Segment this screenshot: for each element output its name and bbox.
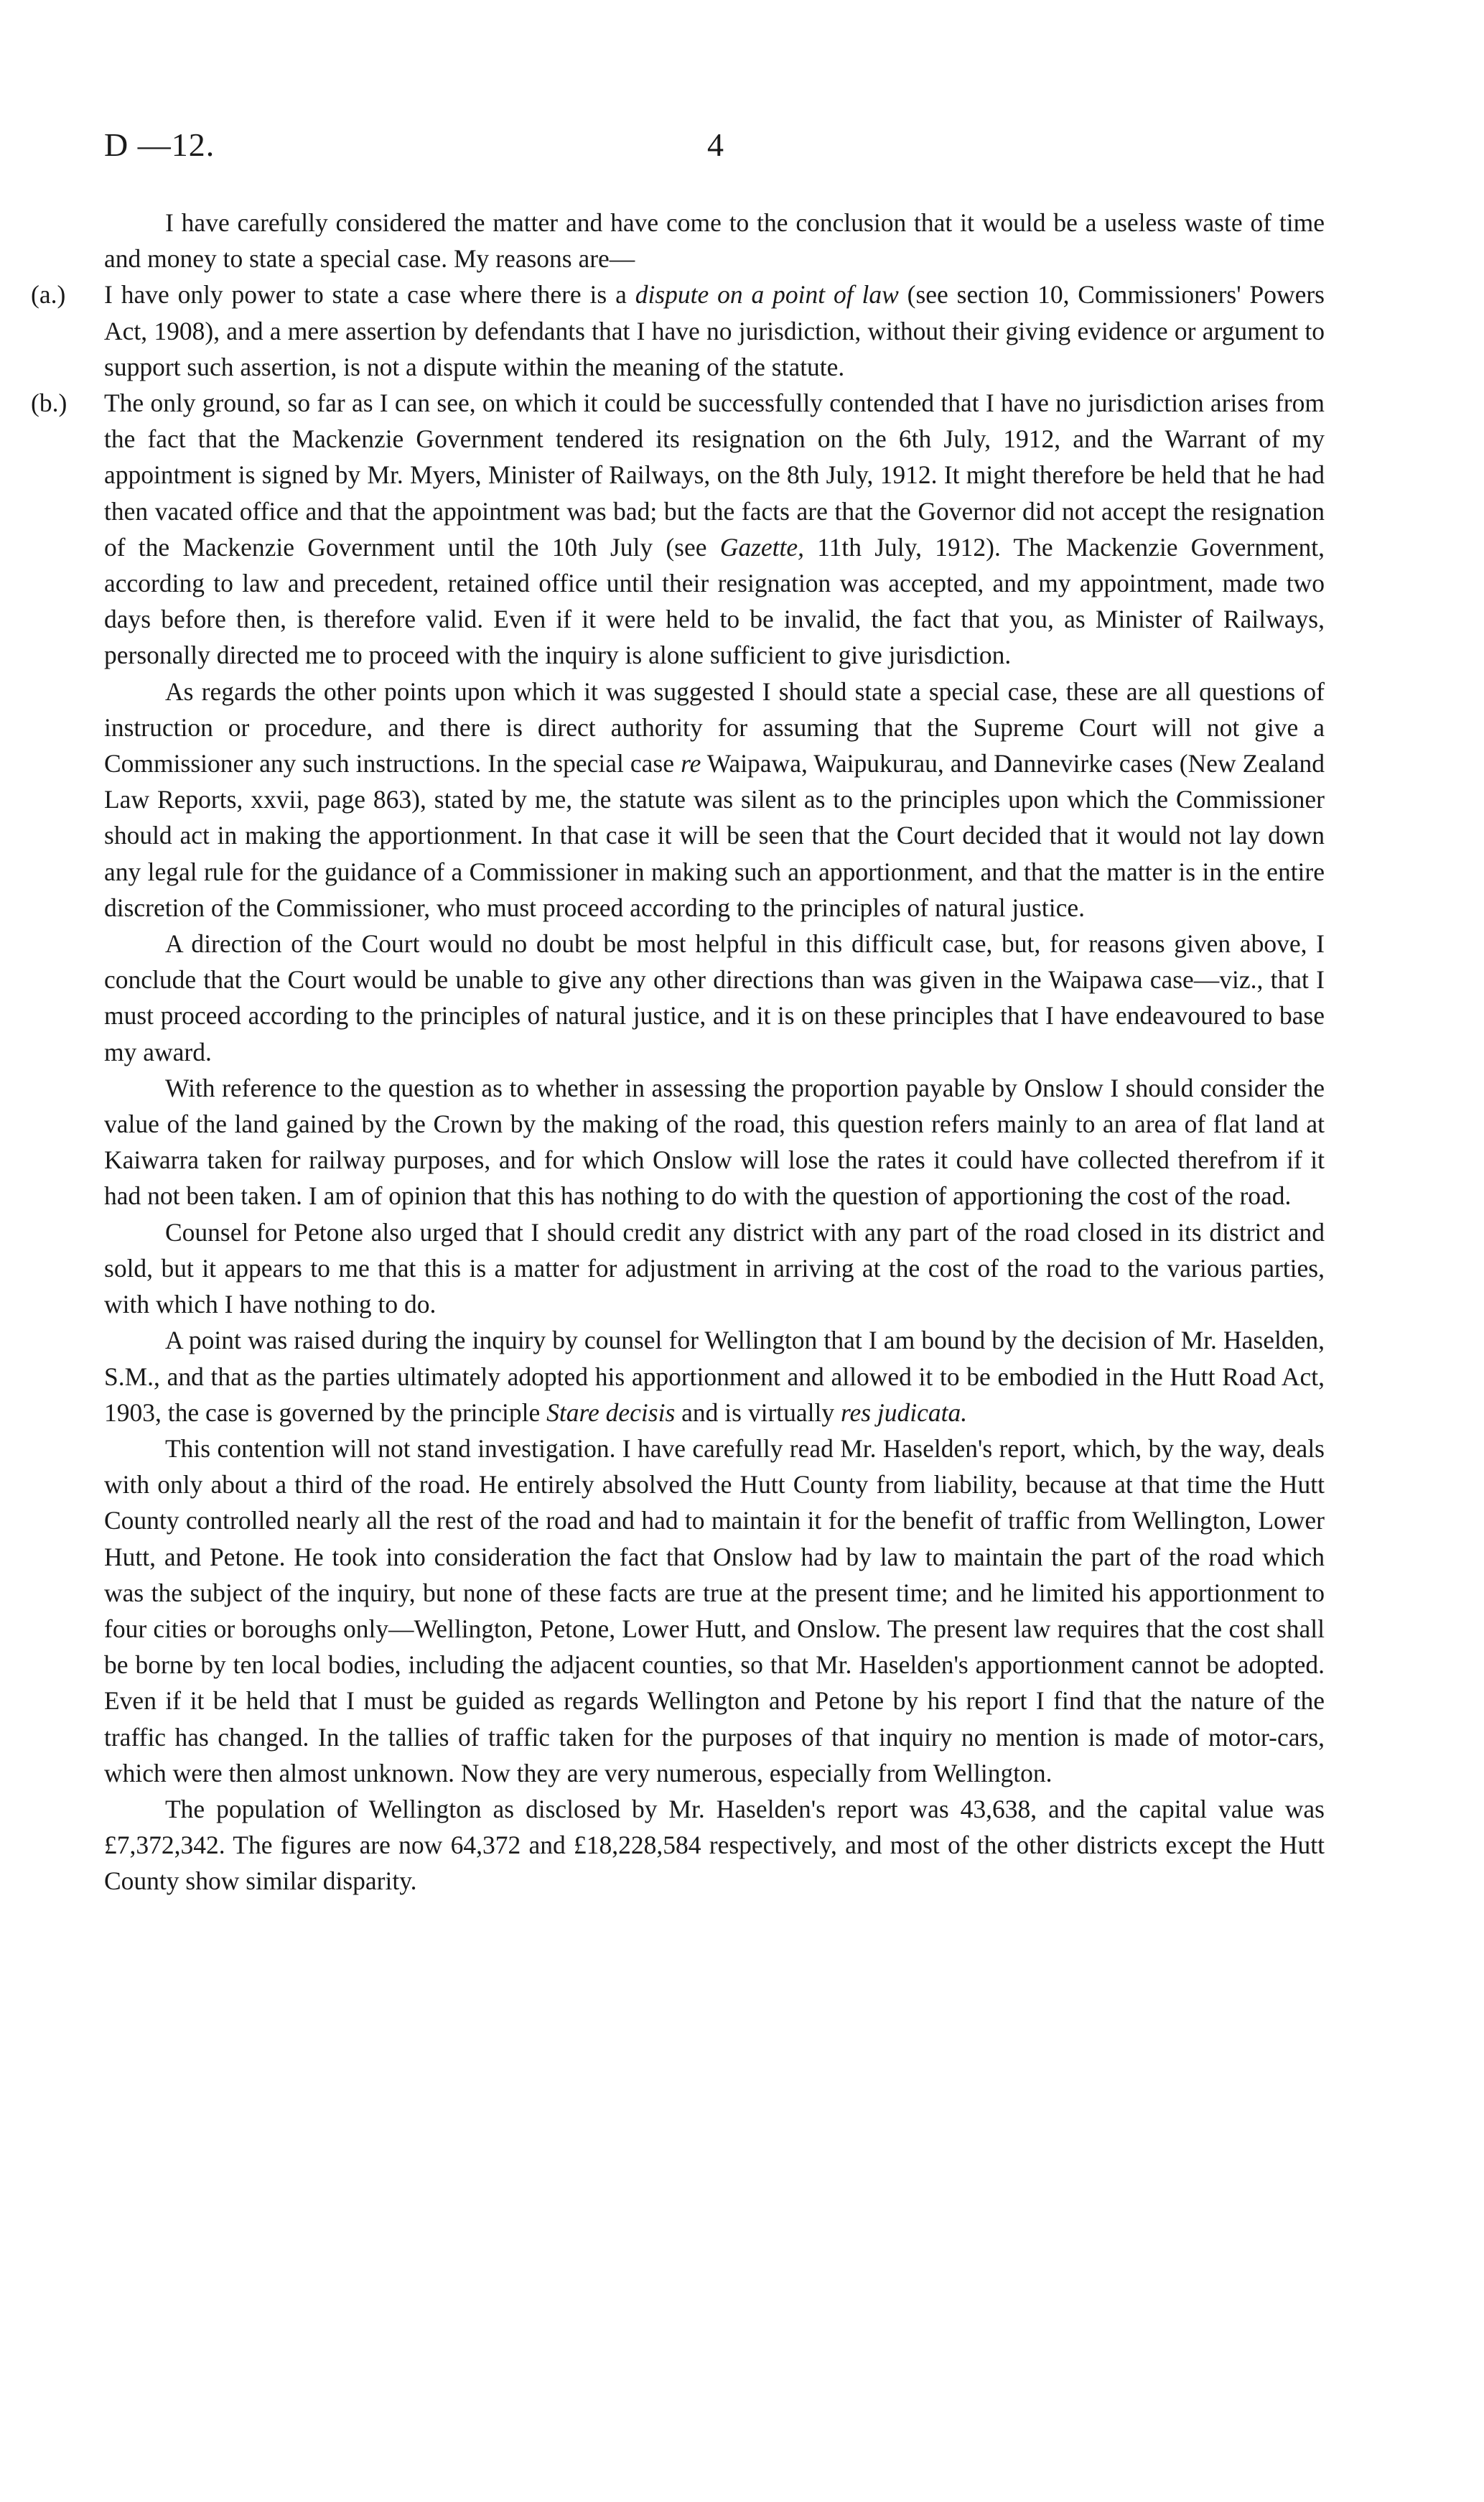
reason-a-label: (a.) [31,280,66,310]
reason-a-text-pre: I have only power to state a case where there is a [104,280,635,310]
page-header [104,126,1380,176]
reason-a-text-post: (see section 10, Commissioners' Powers Act, 1908), and a mere assertion by defendants that I have no jurisdiction, without their giving evidence or argument to support such assertion, is not a dispute within the meaning of the statute. [104,280,1325,381]
petone-paragraph: Counsel for Petone also urged that I should credit any district with any part of the road closed in its district and sold, but it appears to me that this is a matter for adjustment in arriving at the cost of the road to the various parties, with which I have nothing to do. [104,1217,1325,1319]
reason-b-text-pre: The only ground, so far as I can see, on which it could be successfully contended that I have no jurisdiction arises from the fact that the Mackenzie Government tendered its resignation on the 6th July, 1912, and the Warrant of my appointment is signed by Mr. Myers, Minister of Railways, on the 8th July, 1912. It might therefore be held that he had then vacated office and that the appointment was bad; but the facts are that the Governor did not accept the resignation of the Mackenzie Government until the 10th July (see [104,389,1325,562]
document-reference: D —12. [104,126,215,163]
res-judicata-emphasis: res judicata. [840,1398,968,1427]
special-case-text-post: Waipawa, Waipukurau, and Dannevirke cases (New Zealand Law Reports, xxvii, page 863), stated by me, the statute was silent as to the principles upon which the Commissioner should act in making the apportionment. In that case it will be seen that the Court decided that it would not lay down any legal rule for the guidance of a Commissioner in making such an apportionment, and that the matter is in the entire discretion of the Commissioner, who must proceed according to the principles of natural justice. [104,749,1325,922]
direction-paragraph: A direction of the Court would no doubt be most helpful in this difficult case, but, for reasons given above, I conclude that the Court would be unable to give any other directions than was given in the Waipawa case—viz., that I must proceed according to the principles of natural justice, and it is on these principles that I have endeavoured to base my award. [104,929,1325,1066]
reason-b-emphasis: Gazette, [719,532,805,562]
point-raised-text-pre: A point was raised during the inquiry by counsel for Wellington that I am bound by the decision of Mr. Haselden, S.M., and that as the parties ultimately adopted his apportionment and allowed it to be embodied in the Hutt Road Act, 1903, the case is governed by the principle [104,1326,1325,1427]
special-case-emphasis: re [681,749,701,778]
special-case-text-pre: As regards the other points upon which it was suggested I should state a special case, these are all questions of instruction or procedure, and there is direct authority for assuming that the Supreme Court will not give a Commissioner any such instructions. In the special case [104,676,1325,778]
special-case-paragraph [104,674,1325,926]
document-body [31,205,1325,1899]
reason-b-label: (b.) [31,389,67,418]
point-raised-text-mid: and is virtually [675,1398,841,1427]
reason-a [31,276,1325,385]
intro-paragraph: I have carefully considered the matter and have come to the conclusion that it would be a useless waste of time and money to state a special case. My reasons are— [104,208,1325,274]
reason-a-emphasis: dispute on a point of law [635,280,899,310]
reason-b [31,385,1325,674]
population-paragraph: The population of Wellington as disclosed by Mr. Haselden's report was 43,638, and the capital value was £7,372,342. The figures are now 64,372 and £18,228,584 respectively, and most of the other districts except the Hutt County show similar disparity. [104,1794,1325,1896]
stare-decisis-emphasis: Stare decisis [546,1398,676,1427]
point-raised-paragraph [104,1322,1325,1431]
page-number: 4 [707,126,724,163]
onslow-paragraph: With reference to the question as to whether in assessing the proportion payable by Onslow I should consider the value of the land gained by the Crown by the making of the road, this question refers mainly to an area of flat land at Kaiwarra taken for railway purposes, and for which Onslow will lose the rates it could have collected therefrom if it had not been taken. I am of opinion that this has nothing to do with the question of apportioning the cost of the road. [104,1073,1325,1211]
contention-paragraph: This contention will not stand investigation. I have carefully read Mr. Haselden's report, which, by the way, deals with only about a third of the road. He entirely absolved the Hutt County from liability, because at that time the Hutt County controlled nearly all the rest of the road and had to maintain it for the benefit of traffic from Wellington, Lower Hutt, and Petone. He took into consideration the fact that Onslow had by law to maintain the part of the road which was the subject of the inquiry, but none of these facts are true at the present time; and he limited his apportionment to four cities or boroughs only—Wellington, Petone, Lower Hutt, and Onslow. The present law requires that the cost shall be borne by ten local bodies, including the adjacent counties, so that Mr. Haselden's apportionment cannot be adopted. Even if it be held that I must be guided as regards Wellington and Petone by his report I find that the nature of the traffic has changed. In the tallies of traffic taken for the purposes of that inquiry no mention is made of motor-cars, which were then almost unknown. Now they are very numerous, especially from Wellington. [104,1433,1325,1787]
reason-b-text-post: 11th July, 1912). The Mackenzie Government, according to law and precedent, retained office until their resignation was accepted, and my appointment, made two days before then, is therefore valid. Even if it were held to be invalid, the fact that you, as Minister of Railways, personally directed me to proceed with the inquiry is alone sufficient to give jurisdiction. [104,532,1325,670]
